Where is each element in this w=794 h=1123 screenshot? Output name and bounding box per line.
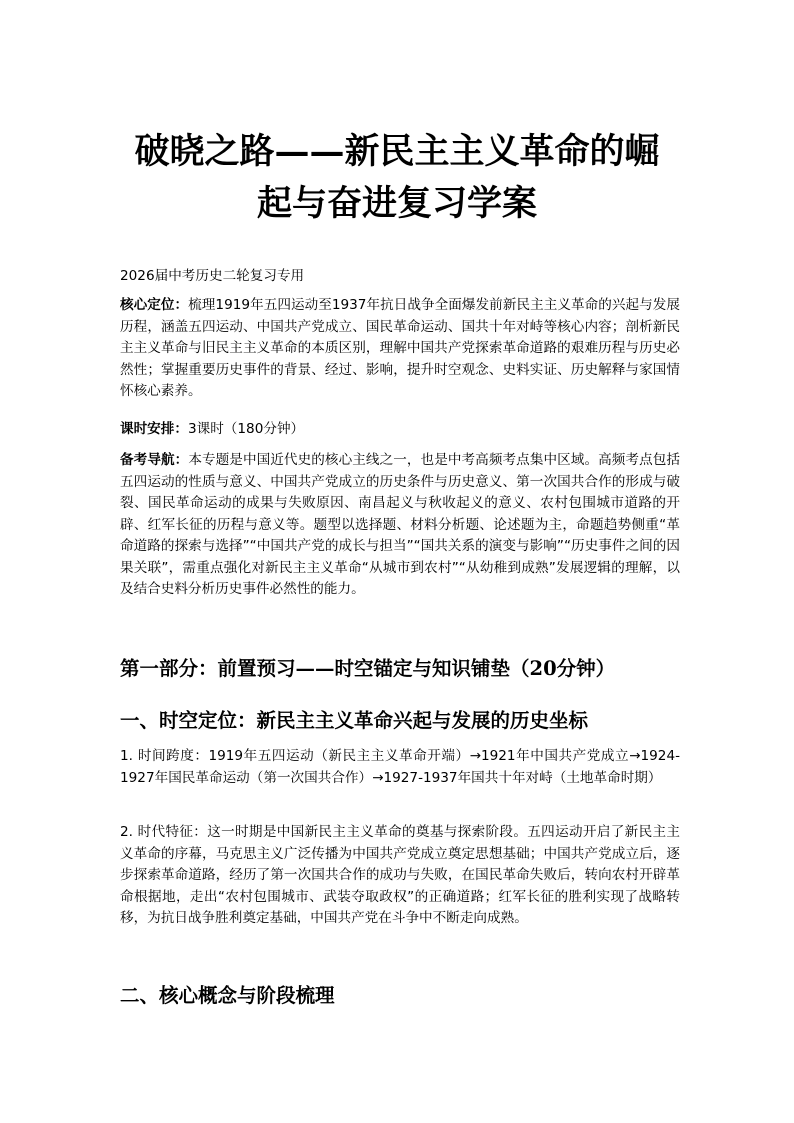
schedule-paragraph [120,419,680,441]
core-positioning-text: 梳理1919年五四运动至1937年抗日战争全面爆发前新民主主义革命的兴起与发展历程，涵盖五四运动、中国共产党成立、国民革命运动、国共十年对峙等核心内容；剖析新民主主义革命与旧民主主义革命的本质区别，理解中国共产党探索革命道路的艰难历程与历史必然性；掌握重要历史事件的背景、经过、影响，提升时空观念、史料实证、历史解释与家国情怀核心素养。 [120,297,680,399]
schedule-text: 3课时（180分钟） [187,421,305,437]
core-positioning-label: 核心定位： [120,297,189,313]
subtitle: 2026届中考历史二轮复习专用 [120,268,305,284]
exam-guide-label: 备考导航： [120,452,189,468]
part1-heading: 第一部分：前置预习——时空锚定与知识铺垫（20分钟） [120,657,616,680]
section2-heading: 二、核心概念与阶段梳理 [120,984,335,1007]
section1-heading: 一、时空定位：新民主主义革命兴起与发展的历史坐标 [120,709,589,732]
title-line-2: 起与奋进复习学案 [256,183,537,224]
document-title [60,126,734,230]
title-line-1: 破晓之路——新民主主义革命的崛 [134,131,660,172]
exam-guide-text: 本专题是中国近代史的核心主线之一，也是中考高频考点集中区域。高频考点包括五四运动的性质与意义、中国共产党成立的历史条件与历史意义、第一次国共合作的形成与破裂、国民革命运动的成果与失败原因、南昌起义与秋收起义的意义、农村包围城市道路的开辟、红军长征的历程与意义等。题型以选择题、材料分析题、论述题为主，命题趋势侧重“革命道路的探索与选择”“中国共产党的成长与担当”“国共关系的演变与影响”“历史事件之间的因果关联”，需重点强化对新民主主义革命“从城市到农村”“从幼稚到成熟”发展逻辑的理解，以及结合史料分析历史事件必然性的能力。 [120,452,681,597]
schedule-label: 课时安排： [120,421,188,437]
section1-item-timespan: 1. 时间跨度：1919年五四运动（新民主主义革命开端）→1921年中国共产党成立→1924-1927年国民革命运动（第一次国共合作）→1927-1937年国共十年对峙（土地革命时期） [120,748,680,786]
core-positioning-paragraph [120,295,680,403]
exam-guide-paragraph [120,450,680,601]
section1-item-characteristics: 2. 时代特征：这一时期是中国新民主主义革命的奠基与探索阶段。五四运动开启了新民主主义革命的序幕，马克思主义广泛传播为中国共产党成立奠定思想基础；中国共产党成立后，逐步探索革命道路，经历了第一次国共合作的成功与失败，在国民革命失败后，转向农村开辟革命根据地，走出“农村包围城市、武装夺取政权”的正确道路；红军长征的胜利实现了战略转移，为抗日战争胜利奠定基础，中国共产党在斗争中不断走向成熟。 [120,824,680,926]
